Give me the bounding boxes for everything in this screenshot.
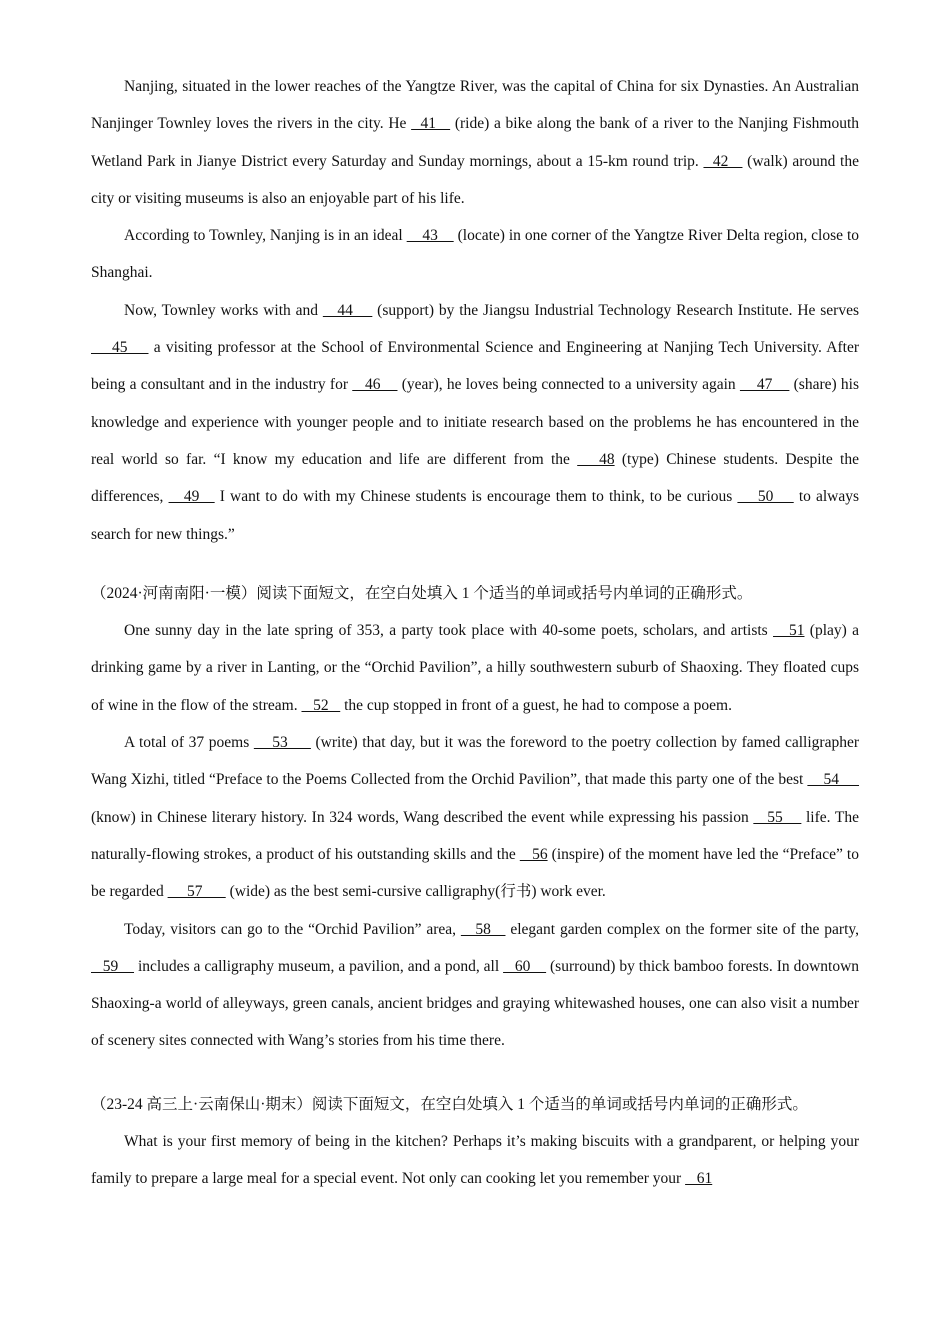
paragraph: Today, visitors can go to the “Orchid Pavilion” area, 58 elegant garden complex on the former site of the party, 59 includes a calligraphy museum, a pavilion, and a pond, all 60 (surround) by thick bamboo forests. In downtown Shaoxing-a world of alleyways, green canals, ancient bridges and graying whitewashed houses, one can also visit a number of scenery sites connected with Wang’s stories from his time there. [91,920,860,1050]
paragraph: Now, Townley works with and 44 (support) by the Jiangsu Industrial Technology Research Institute. He serves 45 a visiting professor at the School of Environmental Science and Engineering at Nanjing Tech University. After being a consultant and in the industry for 46 (year), he loves being connected to a university again 47 (share) his knowledge and experience with younger people and to initiate research based on the problems he has encountered in the real world so far. “I know my education and life are different from the 48 (type) Chinese students. Despite the differences, 49 I want to do with my Chinese students is encourage them to think, to be curious 50 to always search for new things.” [91,301,860,543]
blank-45[interactable]: 45 [91,339,149,357]
blank-41[interactable]: 41 [411,115,451,133]
blank-60[interactable]: 60 [503,957,547,975]
blank-59[interactable]: 59 [91,957,135,975]
blank-46[interactable]: 46 [352,376,398,394]
blank-57[interactable]: 57 [167,883,226,901]
blank-50[interactable]: 50 [737,488,794,506]
paragraph: What is your first memory of being in the kitchen? Perhaps it’s making biscuits with a grandparent, or helping your family to prepare a large meal for a special event. Not only can cooking let you remember your 61 [91,1133,859,1188]
blank-58[interactable]: 58 [460,920,506,938]
paragraph: A total of 37 poems 53 (write) that day, but it was the foreword to the poetry collection by famed calligrapher Wang Xizhi, titled “Preface to the Poems Collected from the Orchid Pavilion”, that made this party one of the best 54 (know) in Chinese literary history. In 324 words, Wang described the event while expressing his passion 55 life. The naturally-flowing strokes, a product of his outstanding skills and the 56 (inspire) of the moment have led the “Preface” to be regarded 57 (wide) as the best semi-cursive calligraphy(行书) work ever. [91,734,860,901]
blank-53[interactable]: 53 [253,734,311,752]
blank-49[interactable]: 49 [168,488,215,506]
blank-61[interactable]: 61 [685,1170,713,1188]
blank-56[interactable]: 56 [519,845,548,863]
blank-52[interactable]: 52 [301,696,341,714]
paragraph: One sunny day in the late spring of 353, a party took place with 40-some poets, scholars, and artists 51 (play) a drinking game by a river in Lanting, or the “Orchid Pavilion”, a hilly southwestern suburb of Shaoxing. They floated cups of wine in the flow of the stream. 52 the cup stopped in front of a guest, he had to compose a poem. [91,622,860,714]
document-page [91,68,859,1198]
blank-48[interactable]: 48 [577,450,615,468]
blank-42[interactable]: 42 [703,152,743,170]
section-heading: （23-24 高三上·云南保山·期末）阅读下面短文，在空白处填入 1 个适当的单词或括号内单词的正确形式。 [91,1095,808,1113]
blank-47[interactable]: 47 [739,376,790,394]
blank-54[interactable]: 54 [807,771,860,789]
section-heading: （2024·河南南阳·一模）阅读下面短文，在空白处填入 1 个适当的单词或括号内单词的正确形式。 [91,584,753,602]
blank-55[interactable]: 55 [753,808,802,826]
blank-51[interactable]: 51 [773,622,805,640]
blank-43[interactable]: 43 [406,227,454,245]
paragraph: Nanjing, situated in the lower reaches of the Yangtze River, was the capital of China for six Dynasties. An Australian Nanjinger Townley loves the rivers in the city. He 41 (ride) a bike along the bank of a river to the Nanjing Fishmouth Wetland Park in Jianye District every Saturday and Sunday mornings, about a 15-km round trip. 42 (walk) around the city or visiting museums is also an enjoyable part of his life. [91,78,859,207]
paragraph: According to Townley, Nanjing is in an ideal 43 (locate) in one corner of the Yangtze River Delta region, close to Shanghai. [91,227,859,282]
blank-44[interactable]: 44 [322,301,373,319]
